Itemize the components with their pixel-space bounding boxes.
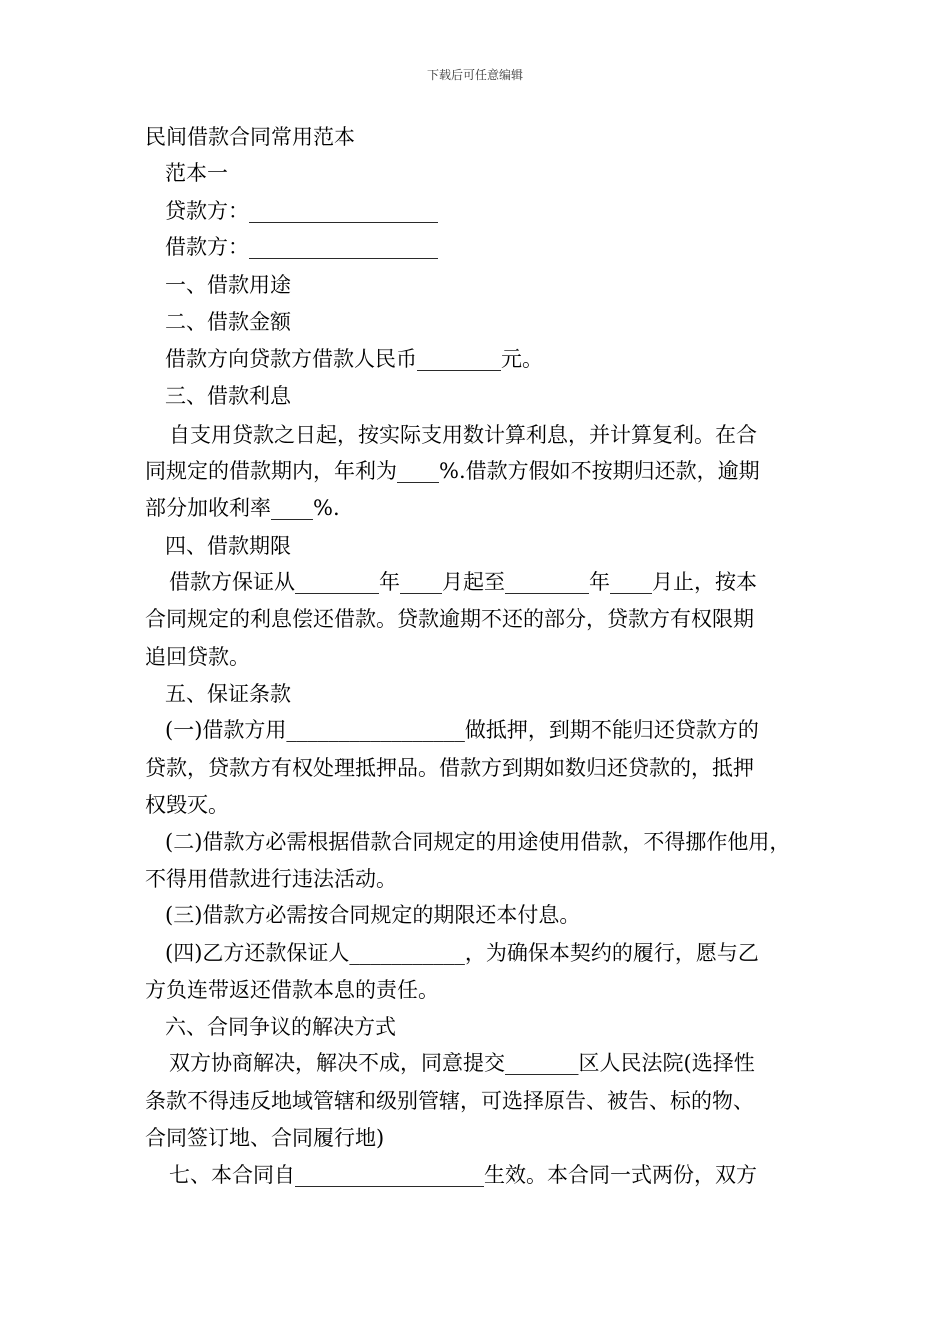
paragraph-line: (三)借款方必需按合同规定的期限还本付息。 (165, 903, 581, 927)
paragraph-line: 权毁灭。 (145, 793, 229, 817)
paragraph-line: 部分加收利率____%. (145, 496, 340, 520)
paragraph-line: 条款不得违反地域管辖和级别管辖，可选择原告、被告、标的物、 (145, 1089, 754, 1113)
borrower-field: 借款方：__________________ (165, 235, 438, 259)
section-heading: 四、借款期限 (165, 534, 291, 558)
section-heading: 五、保证条款 (165, 682, 291, 706)
paragraph-line: 借款方向贷款方借款人民币________元。 (165, 347, 543, 371)
paragraph-line: 不得用借款进行违法活动。 (145, 867, 397, 891)
document-title: 民间借款合同常用范本 (145, 125, 355, 149)
paragraph-line: 方负连带返还借款本息的责任。 (145, 978, 439, 1002)
paragraph-line: 追回贷款。 (145, 645, 250, 669)
section-heading: 三、借款利息 (165, 384, 291, 408)
section-heading: 一、借款用途 (165, 273, 291, 297)
paragraph-line: 自支用贷款之日起，按实际支用数计算利息，并计算复利。在合 (169, 423, 757, 447)
page-header: 下载后可任意编辑 (426, 68, 523, 82)
paragraph-line: 同规定的借款期内，年利为____%.借款方假如不按期归还款，逾期 (145, 459, 760, 483)
paragraph-line: 合同签订地、合同履行地) (145, 1126, 385, 1150)
paragraph-line: 双方协商解决，解决不成，同意提交_______区人民法院(选择性 (169, 1051, 755, 1075)
paragraph-line: 合同规定的利息偿还借款。贷款逾期不还的部分，贷款方有权限期 (145, 607, 754, 631)
lender-field: 贷款方：__________________ (165, 199, 438, 223)
paragraph-line: 贷款，贷款方有权处理抵押品。借款方到期如数归还贷款的，抵押 (145, 756, 754, 780)
paragraph-line: 七、本合同自__________________生效。本合同一式两份，双方 (169, 1163, 757, 1187)
paragraph-line: (二)借款方必需根据借款合同规定的用途使用借款，不得挪作他用， (165, 830, 791, 854)
paragraph-line: (四)乙方还款保证人___________，为确保本契约的履行，愿与乙 (165, 941, 759, 965)
section-heading: 二、借款金额 (165, 310, 291, 334)
paragraph-line: (一)借款方用_________________做抵押，到期不能归还贷款方的 (165, 718, 759, 742)
template-label: 范本一 (165, 161, 228, 185)
section-heading: 六、合同争议的解决方式 (165, 1015, 396, 1039)
paragraph-line: 借款方保证从________年____月起至________年____月止，按本 (169, 570, 757, 594)
